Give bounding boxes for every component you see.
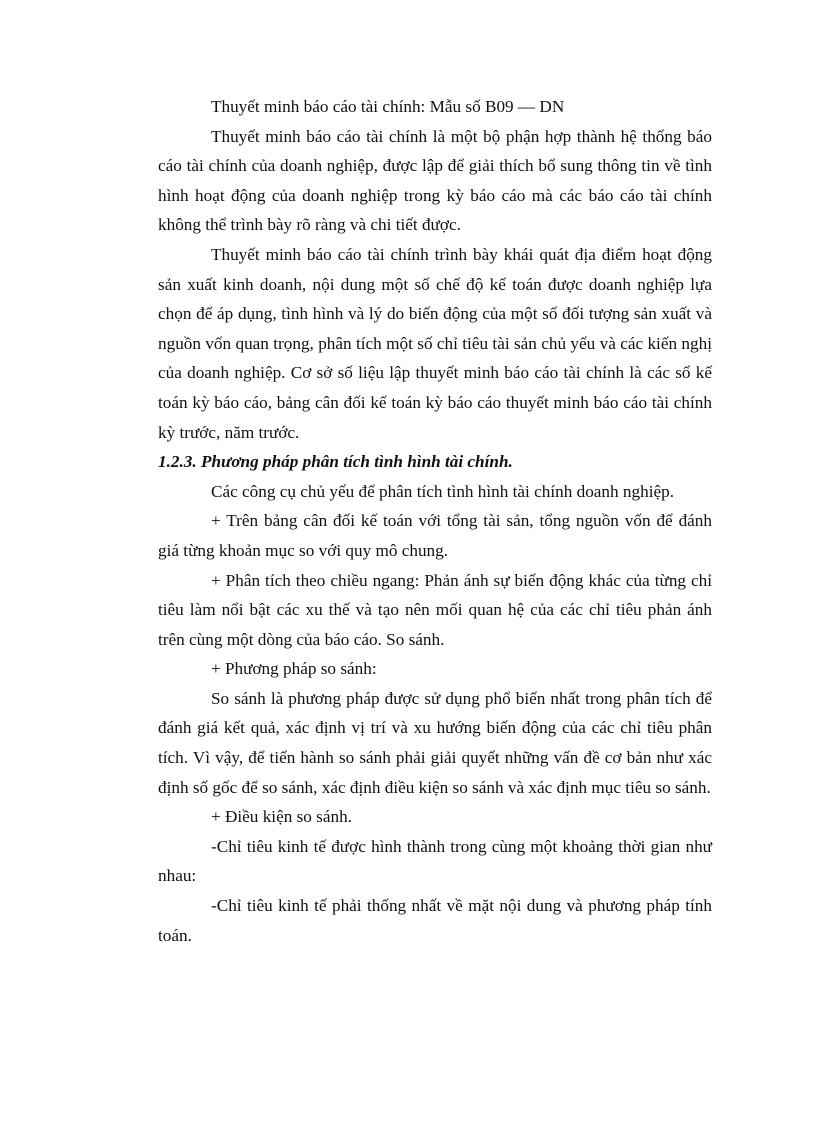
paragraph-comparison-method: + Phương pháp so sánh:: [211, 659, 377, 679]
paragraph-form-title: Thuyết minh báo cáo tài chính: Mẫu số B09 — DN: [211, 97, 565, 116]
paragraph-balance-sheet: + Trên bảng cân đối kế toán với tổng tài sản, tổng nguồn vốn để đánh giá từng khoản mục so với quy mô chung.: [158, 511, 712, 560]
paragraph-tools-intro: Các công cụ chủ yếu để phân tích tình hình tài chính doanh nghiệp.: [211, 481, 674, 501]
paragraph-condition-content: -Chỉ tiêu kinh tế phải thống nhất về mặt nội dung và phương pháp tính toán.: [158, 896, 712, 945]
paragraph-content-overview: Thuyết minh báo cáo tài chính trình bày khái quát địa điểm hoạt động sản xuất kinh doanh, nội dung một số chế độ kế toán được doanh nghiệp lựa chọn để áp dụng, tình hình và lý do biến động của một số đối tượng sản xuất và nguồn vốn quan trọng, phân tích một số chỉ tiêu tài sản chủ yếu và các kiến nghị của doanh nghiệp. Cơ sở số liệu lập thuyết minh báo cáo tài chính là các số kế toán kỳ báo cáo, bảng cân đối kế toán kỳ báo cáo thuyết minh báo cáo tài chính kỳ trước, năm trước.: [158, 244, 712, 442]
paragraph-horizontal-analysis: + Phân tích theo chiều ngang: Phản ánh sự biến động khác của từng chỉ tiêu làm nổi bật các xu thế và tạo nên mối quan hệ của các chỉ tiêu phản ánh trên cùng một dòng của báo cáo. So sánh.: [158, 570, 712, 649]
paragraph-definition: Thuyết minh báo cáo tài chính là một bộ phận hợp thành hệ thống báo cáo tài chính của doanh nghiệp, được lập để giải thích bổ sung thông tin về tình hình hoạt động của doanh nghiệp trong kỳ báo cáo mà các báo cáo tài chính không thể trình bày rõ ràng và chi tiết được.: [158, 126, 712, 235]
paragraph-condition-time: -Chỉ tiêu kinh tế được hình thành trong cùng một khoảng thời gian như nhau:: [158, 836, 712, 886]
section-heading: 1.2.3. Phương pháp phân tích tình hình tài chính.: [158, 452, 513, 472]
paragraph-comparison-description: So sánh là phương pháp được sử dụng phổ biến nhất trong phân tích để đánh giá kết quả, xác định vị trí và xu hướng biến động của các chỉ tiêu phân tích. Vì vậy, để tiến hành so sánh phải giải quyết những vấn đề cơ bản như xác định số gốc để so sánh, xác định điều kiện so sánh và xác định mục tiêu so sánh.: [158, 688, 712, 797]
paragraph-comparison-conditions: + Điều kiện so sánh.: [211, 807, 352, 827]
document-page: [158, 92, 712, 950]
